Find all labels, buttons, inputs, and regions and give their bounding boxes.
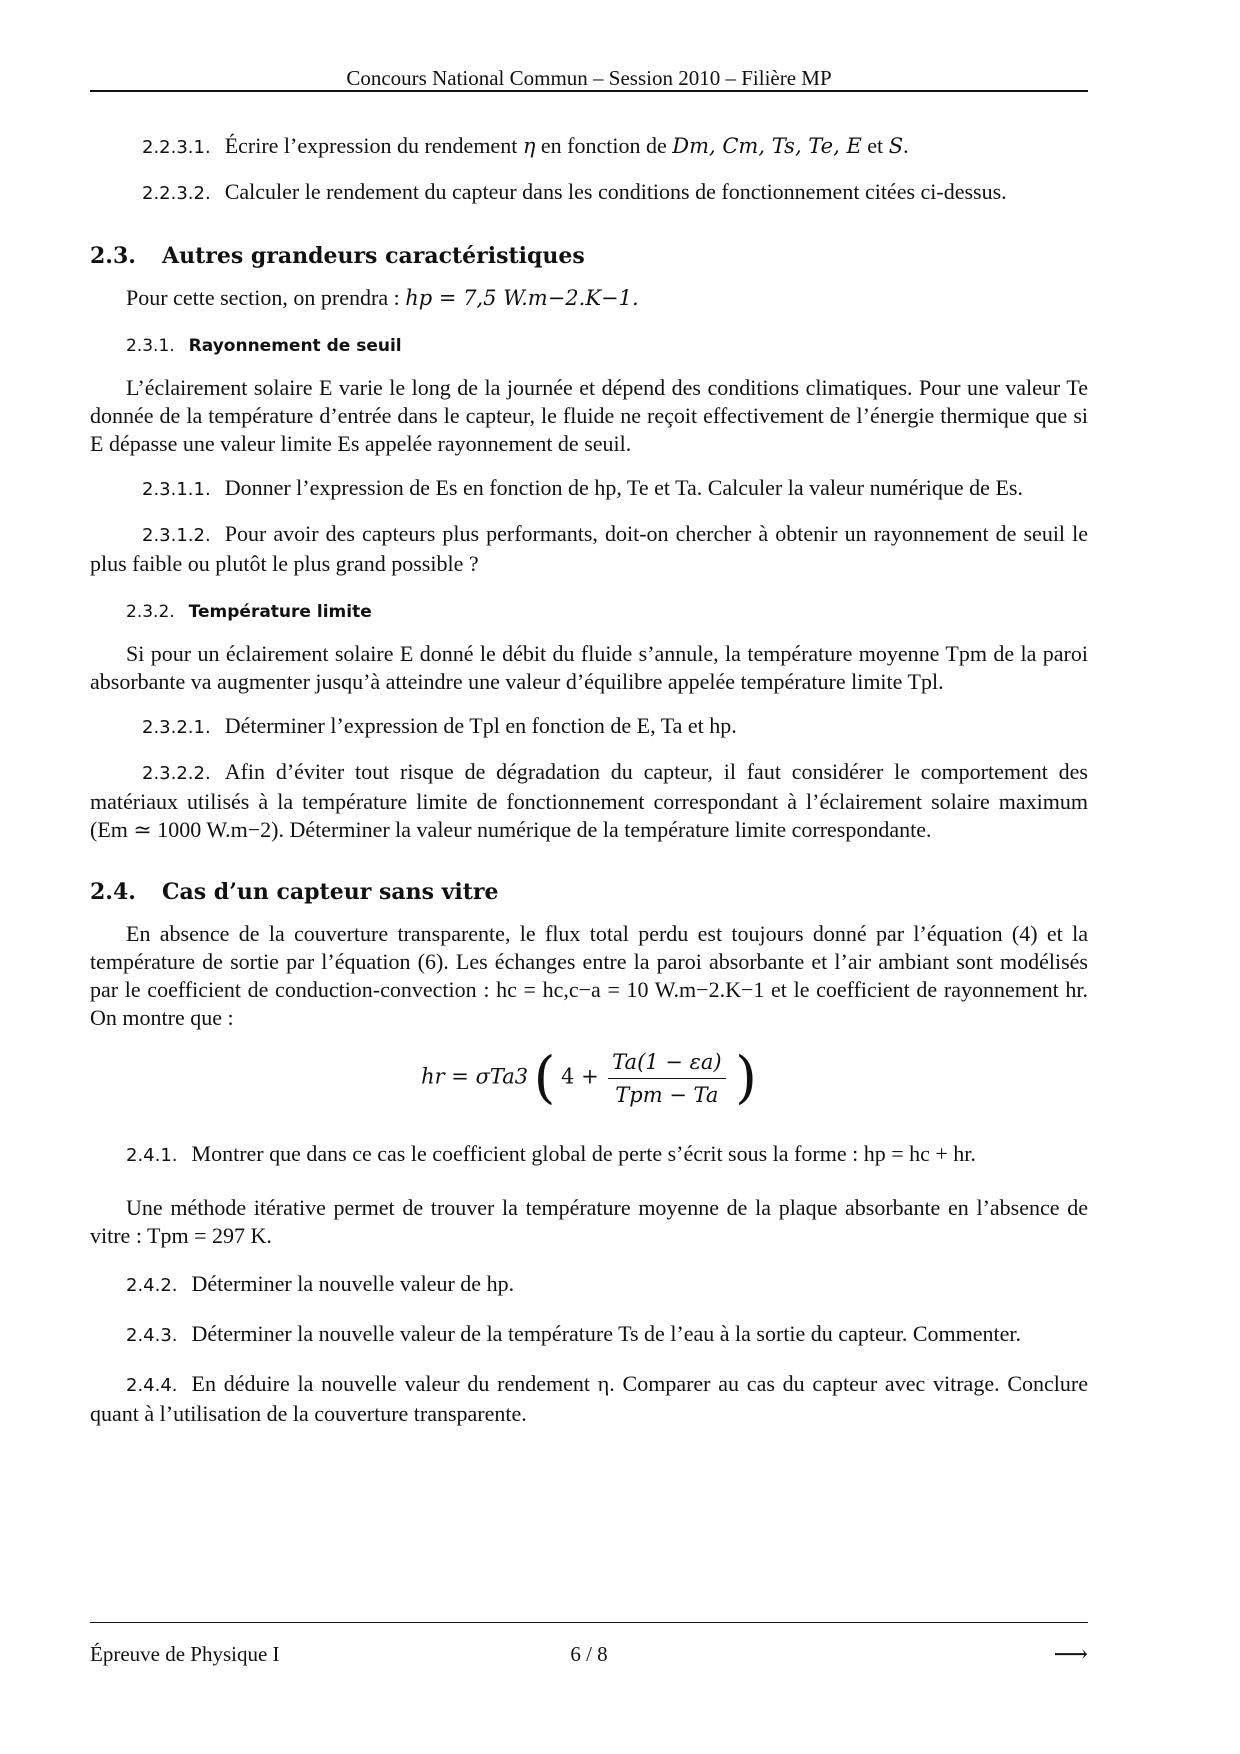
question-number: 2.4.3. — [126, 1325, 178, 1346]
paragraph: Une méthode itérative permet de trouver la température moyenne de la plaque absorbante en l’absence de vitre : Tpm = 297 K. — [90, 1195, 1088, 1248]
equation-fraction — [608, 1048, 725, 1109]
fraction-denominator: Tpm − Ta — [615, 1083, 719, 1107]
equation-four: 4 + — [561, 1064, 599, 1089]
section-2-3-heading: 2.3. Autres grandeurs caractéristiques — [90, 243, 585, 269]
question-2-4-4: 2.4.4. En déduire la nouvelle valeur du rendement η. Comparer au cas du capteur avec vitrage. Conclure quant à l’utilisation de la couverture transparente. — [90, 1371, 1088, 1426]
question-number: 2.3.2.2. — [142, 763, 211, 784]
right-paren: ) — [735, 1045, 757, 1111]
question-2-2-3-2: 2.2.3.2. Calculer le rendement du capteur dans les conditions de fonctionnement citées ci-dessus. — [142, 179, 1007, 204]
section-2-4-heading: 2.4. Cas d’un capteur sans vitre — [90, 879, 499, 905]
question-2-3-2-1: 2.3.2.1. Déterminer l’expression de Tpl en fonction de E, Ta et hp. — [142, 713, 737, 738]
question-number: 2.2.3.2. — [142, 183, 211, 204]
next-page-arrow-icon: ⟶ — [1053, 1642, 1088, 1668]
footer-rule — [90, 1622, 1088, 1623]
question-number: 2.3.1.1. — [142, 479, 211, 500]
fraction-numerator: Ta(1 − εa) — [608, 1048, 725, 1079]
question-number: 2.4.2. — [126, 1275, 178, 1296]
question-number: 2.4.4. — [126, 1375, 178, 1396]
subsection-2-3-1-heading: 2.3.1. Rayonnement de seuil — [126, 336, 402, 356]
question-2-3-2-2: 2.3.2.2. Afin d’éviter tout risque de dégradation du capteur, il faut considérer le comportement des matériaux utilisés à la température limite de fonctionnement correspondant à l’éclairement solaire maximum (Em ≃ 1000 W.m−2). Déterminer la valeur numérique de la température limite correspondante. — [90, 759, 1088, 842]
question-2-3-1-2: 2.3.1.2. Pour avoir des capteurs plus performants, doit-on chercher à obtenir un rayonnement de seuil le plus faible ou plutôt le plus grand possible ? — [90, 521, 1088, 576]
question-number: 2.4.1. — [126, 1145, 178, 1166]
question-2-4-3: 2.4.3. Déterminer la nouvelle valeur de la température Ts de l’eau à la sortie du capteur. Commenter. — [126, 1321, 1021, 1346]
left-paren: ( — [533, 1045, 556, 1111]
question-2-4-1: 2.4.1. Montrer que dans ce cas le coefficient global de perte s’écrit sous la forme : hp = hc + hr. — [126, 1141, 976, 1166]
equation-hr — [90, 1045, 1088, 1120]
question-2-2-3-1: 2.2.3.1. Écrire l’expression du rendement η en fonction de Dm, Cm, Ts, Te, E et S. — [142, 133, 909, 158]
page-header: Concours National Commun – Session 2010 – Filière MP — [346, 66, 832, 90]
question-number: 2.3.1.2. — [142, 525, 211, 546]
math-variables: Dm, Cm, Ts, Te, E — [672, 134, 862, 158]
question-2-4-2: 2.4.2. Déterminer la nouvelle valeur de hp. — [126, 1271, 515, 1296]
page-content — [90, 132, 1088, 1444]
equation-lhs: hr = σTa3 — [421, 1064, 529, 1089]
question-number: 2.2.3.1. — [142, 137, 211, 158]
header-rule — [90, 90, 1088, 92]
footer-title: Épreuve de Physique I — [90, 1642, 280, 1666]
section-2-3-intro: Pour cette section, on prendra : hp = 7,5 W.m−2.K−1. — [126, 285, 639, 310]
question-number: 2.3.2.1. — [142, 717, 211, 738]
paragraph: En absence de la couverture transparente, le flux total perdu est toujours donné par l’équation (4) et la température de sortie par l’équation (6). Les échanges entre la paroi absorbante et l’air ambiant sont modélisés par le coefficient de conduction-convection : hc = hc,c−a = 10 W.m−2.K−1 et le coefficient de rayonnement hr. On montre que : — [90, 921, 1088, 1030]
paragraph: L’éclairement solaire E varie le long de la journée et dépend des conditions climatiques. Pour une valeur Te donnée de la température d’entrée dans le capteur, le fluide ne reçoit effectivement de l’énergie thermique que si E dépasse une valeur limite Es appelée rayonnement de seuil. — [90, 375, 1088, 456]
page-number: 6 / 8 — [570, 1642, 608, 1666]
question-2-3-1-1: 2.3.1.1. Donner l’expression de Es en fonction de hp, Te et Ta. Calculer la valeur numérique de Es. — [142, 475, 1023, 500]
hp-value-formula: hp = 7,5 W.m−2.K−1. — [405, 286, 639, 310]
subsection-2-3-2-heading: 2.3.2. Température limite — [126, 602, 372, 622]
paragraph: Si pour un éclairement solaire E donné le débit du fluide s’annule, la température moyenne Tpm de la paroi absorbante va augmenter jusqu’à atteindre une valeur d’équilibre appelée température limite Tpl. — [90, 641, 1088, 694]
